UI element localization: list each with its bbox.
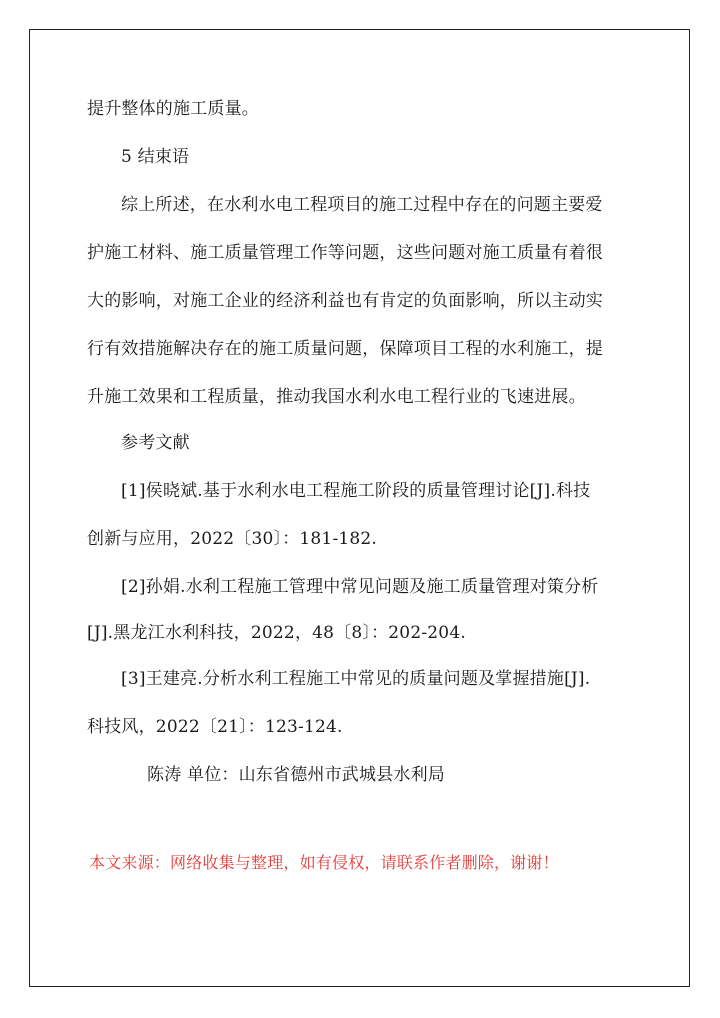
source-note: 本文来源：网络收集与整理，如有侵权，请联系作者删除，谢谢！ [89,853,559,872]
paragraph-line: 提升整体的施工质量。 [87,99,259,119]
paragraph-line: 大的影响，对施工企业的经济利益也有肯定的负面影响，所以主动实 [87,291,603,311]
paragraph-line: 行有效措施解决存在的施工质量问题，保障项目工程的水利施工，提 [87,339,603,359]
reference-line: [2]孙娟.水利工程施工管理中常见问题及施工质量管理对策分析 [121,577,599,597]
page-border [29,29,690,987]
reference-line: 创新与应用，2022〔30〕：181-182. [87,529,378,549]
reference-line: [3]王建亮.分析水利工程施工中常见的质量问题及掌握措施[J]. [121,669,591,689]
author-affiliation: 陈涛 单位：山东省德州市武城县水利局 [147,765,446,785]
section-heading-references: 参考文献 [121,433,190,453]
paragraph-line: 护施工材料、施工质量管理工作等问题，这些问题对施工质量有着很 [87,243,603,263]
paragraph-line: 综上所述，在水利水电工程项目的施工过程中存在的问题主要爱 [121,195,603,215]
reference-line: [J].黑龙江水利科技，2022，48〔8〕：202-204. [87,623,466,643]
reference-line: [1]侯晓斌.基于水利水电工程施工阶段的质量管理讨论[J].科技 [121,481,591,501]
section-heading-conclusion: 5 结束语 [121,147,190,167]
reference-line: 科技风，2022〔21〕：123-124. [87,717,343,737]
paragraph-line: 升施工效果和工程质量，推动我国水利水电工程行业的飞速进展。 [87,387,586,407]
